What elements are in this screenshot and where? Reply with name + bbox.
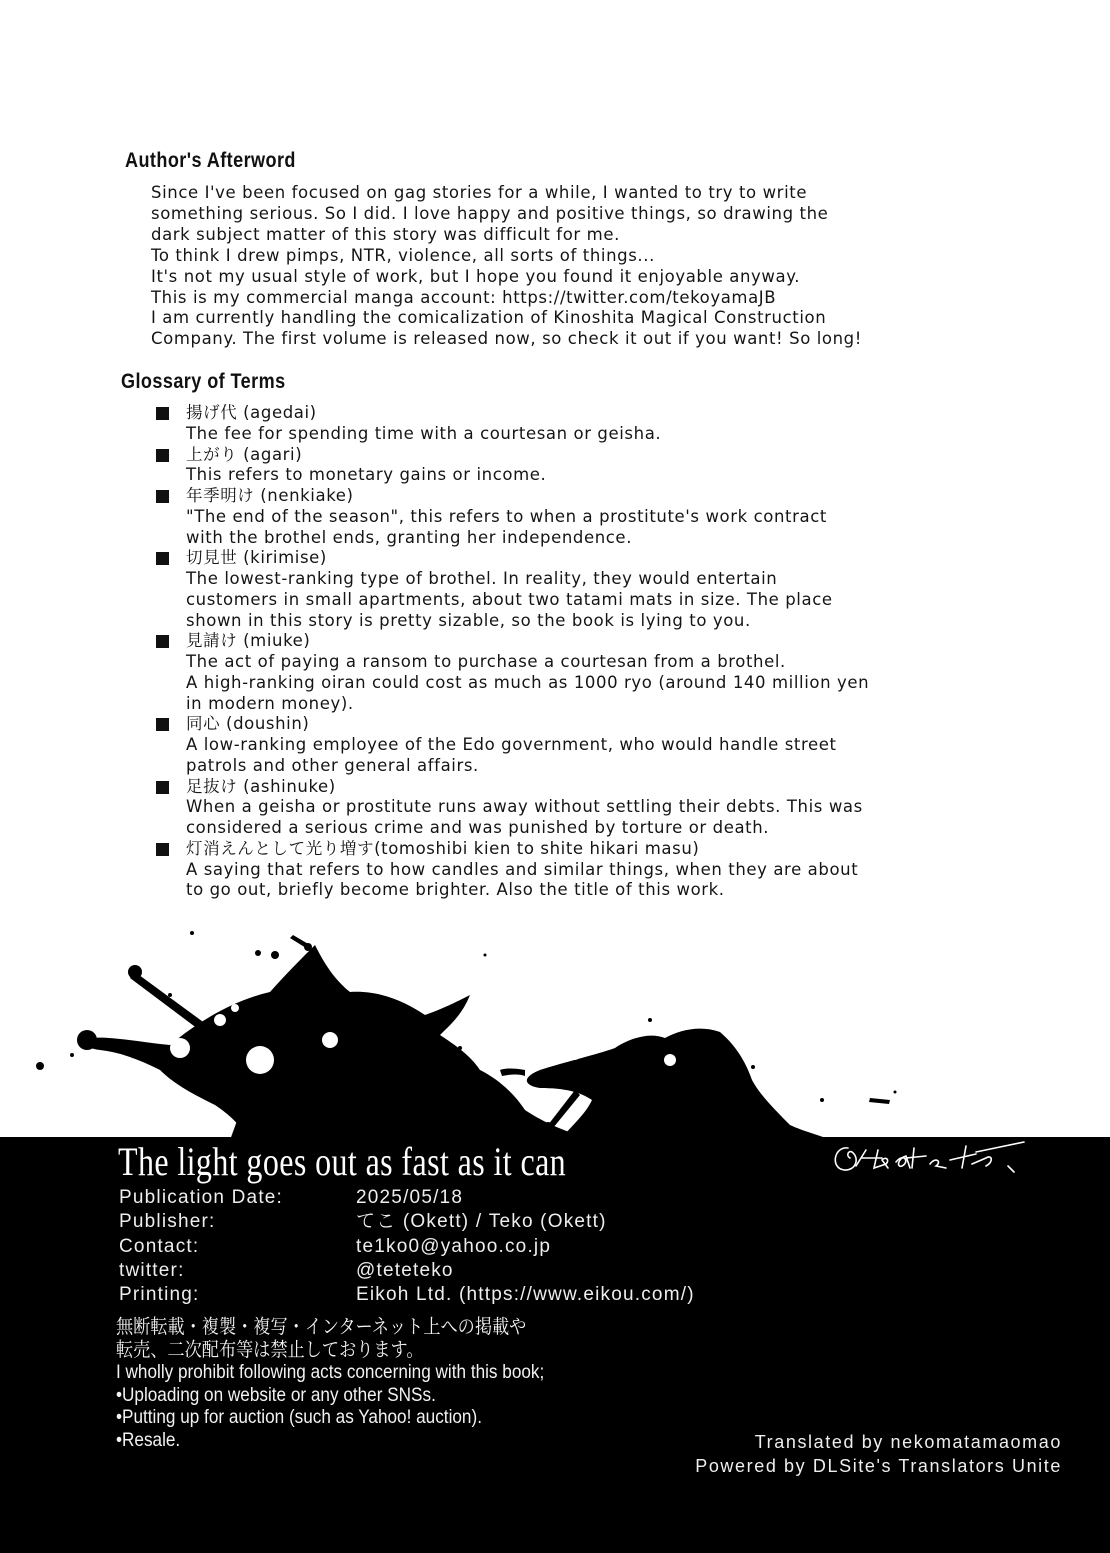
glossary-heading: Glossary of Terms xyxy=(121,370,286,393)
glossary-definition: with the brothel ends, granting her independence. xyxy=(186,527,633,547)
glossary-term-text: 同心 (doushin) xyxy=(186,714,310,734)
glossary-term-text: 切見世 (kirimise) xyxy=(186,548,327,568)
glossary-term-text: 足抜け (ashinuke) xyxy=(186,776,336,796)
pub-label: Printing: xyxy=(119,1284,200,1306)
glossary-term xyxy=(156,631,1036,652)
prohibition-line: •Putting up for auction (such as Yahoo! auction). xyxy=(116,1406,482,1428)
afterword-heading: Author's Afterword xyxy=(125,149,296,172)
pub-label: Publisher: xyxy=(119,1211,216,1233)
pub-value: te1ko0@yahoo.co.jp xyxy=(356,1235,552,1257)
afterword-line: Since I've been focused on gag stories for a while, I wanted to try to write xyxy=(151,183,808,202)
glossary-definition: A high-ranking oiran could cost as much as 1000 ryo (around 140 million yen xyxy=(186,672,870,692)
square-bullet-icon xyxy=(156,781,169,794)
glossary-term xyxy=(156,839,1036,860)
prohibition-line: I wholly prohibit following acts concerning with this book; xyxy=(116,1361,545,1383)
square-bullet-icon xyxy=(156,449,169,462)
powered-by-credit: Powered by DLSite's Translators Unite xyxy=(695,1456,1062,1476)
pub-row-date xyxy=(119,1186,695,1210)
afterword-line: I am currently handling the comicalization of Kinoshita Magical Construction xyxy=(151,308,827,328)
prohibition-line: 無断転載・複製・複写・インターネット上への掲載や xyxy=(116,1316,527,1338)
pub-row-contact xyxy=(119,1235,695,1259)
glossary-term xyxy=(156,548,1036,569)
prohibition-notice xyxy=(116,1316,544,1451)
glossary-entry xyxy=(156,777,1036,839)
glossary-definition: to go out, briefly become brighter. Also the title of this work. xyxy=(186,880,725,900)
pub-row-publisher xyxy=(119,1210,695,1234)
translator-credit: Translated by nekomatamaomao xyxy=(754,1432,1062,1452)
square-bullet-icon xyxy=(156,552,169,565)
glossary-entry xyxy=(156,486,1036,548)
glossary-list xyxy=(156,403,1036,901)
pub-label: Publication Date: xyxy=(119,1187,284,1208)
glossary-definition: A low-ranking employee of the Edo government, who would handle street xyxy=(186,735,837,754)
glossary-term xyxy=(156,714,1036,735)
glossary-entry xyxy=(156,631,1036,714)
publication-info xyxy=(119,1186,695,1307)
square-bullet-icon xyxy=(156,843,169,856)
glossary-entry xyxy=(156,403,1036,445)
glossary-entry xyxy=(156,445,1036,487)
ink-splatter-decoration xyxy=(0,920,1110,1140)
glossary-term-text: 灯消えんとして光り増す(tomoshibi kien to shite hikari masu) xyxy=(186,838,700,858)
pub-value: @teteteko xyxy=(356,1259,454,1281)
square-bullet-icon xyxy=(156,718,169,731)
prohibition-line: 転売、二次配布等は禁止しております。 xyxy=(116,1338,424,1361)
afterword-body xyxy=(151,183,1031,350)
prohibition-line: •Uploading on website or any other SNSs. xyxy=(116,1383,436,1406)
glossary-definition: patrols and other general affairs. xyxy=(186,755,479,775)
glossary-definition: considered a serious crime and was punished by torture or death. xyxy=(186,818,770,837)
square-bullet-icon xyxy=(156,490,169,503)
glossary-definition: This refers to monetary gains or income. xyxy=(186,465,547,485)
glossary-definition: in modern money). xyxy=(186,693,354,713)
glossary-entry xyxy=(156,548,1036,631)
author-signature-icon xyxy=(826,1138,1046,1178)
pub-label: Contact: xyxy=(119,1235,200,1257)
square-bullet-icon xyxy=(156,635,169,648)
glossary-term xyxy=(156,403,1036,424)
prohibition-line: •Resale. xyxy=(116,1428,181,1451)
glossary-definition: The act of paying a ransom to purchase a courtesan from a brothel. xyxy=(186,652,786,671)
glossary-definition: The lowest-ranking type of brothel. In reality, they would entertain xyxy=(186,569,778,588)
glossary-term-text: 年季明け (nenkiake) xyxy=(186,486,354,505)
pub-value: てこ (Okett) / Teko (Okett) xyxy=(356,1211,607,1233)
glossary-definition: When a geisha or prostitute runs away without settling their debts. This was xyxy=(186,797,863,817)
afterword-line: To think I drew pimps, NTR, violence, all sorts of things... xyxy=(151,245,655,265)
square-bullet-icon xyxy=(156,407,169,420)
glossary-term-text: 上がり (agari) xyxy=(186,444,303,464)
afterword-line: dark subject matter of this story was difficult for me. xyxy=(151,224,620,244)
glossary-definition: The fee for spending time with a courtesan or geisha. xyxy=(186,423,662,443)
glossary-entry xyxy=(156,714,1036,776)
glossary-definition: A saying that refers to how candles and similar things, when they are about xyxy=(186,859,859,879)
glossary-term xyxy=(156,486,1036,507)
afterword-line: something serious. So I did. I love happy and positive things, so drawing the xyxy=(151,203,829,223)
glossary-definition: "The end of the season", this refers to when a prostitute's work contract xyxy=(186,506,827,526)
pub-row-printing xyxy=(119,1283,695,1307)
afterword-line: This is my commercial manga account: https://twitter.com/tekoyamaJB xyxy=(151,287,777,307)
afterword-line: Company. The first volume is released now, so check it out if you want! So long! xyxy=(151,329,862,349)
glossary-term xyxy=(156,777,1036,798)
glossary-definition: customers in small apartments, about two tatami mats in size. The place xyxy=(186,589,833,609)
glossary-term xyxy=(156,445,1036,466)
glossary-term-text: 見請け (miuke) xyxy=(186,631,311,651)
glossary-entry xyxy=(156,839,1036,901)
pub-value: 2025/05/18 xyxy=(356,1187,464,1208)
pub-value: Eikoh Ltd. (https://www.eikou.com/) xyxy=(356,1284,695,1306)
translation-credits xyxy=(695,1430,1062,1478)
glossary-term-text: 揚げ代 (agedai) xyxy=(186,403,317,422)
glossary-definition: shown in this story is pretty sizable, so the book is lying to you. xyxy=(186,610,751,630)
pub-label: twitter: xyxy=(119,1259,185,1281)
afterword-line: It's not my usual style of work, but I hope you found it enjoyable anyway. xyxy=(151,266,801,286)
pub-row-twitter xyxy=(119,1259,695,1283)
book-title: The light goes out as fast as it can xyxy=(118,1139,567,1184)
